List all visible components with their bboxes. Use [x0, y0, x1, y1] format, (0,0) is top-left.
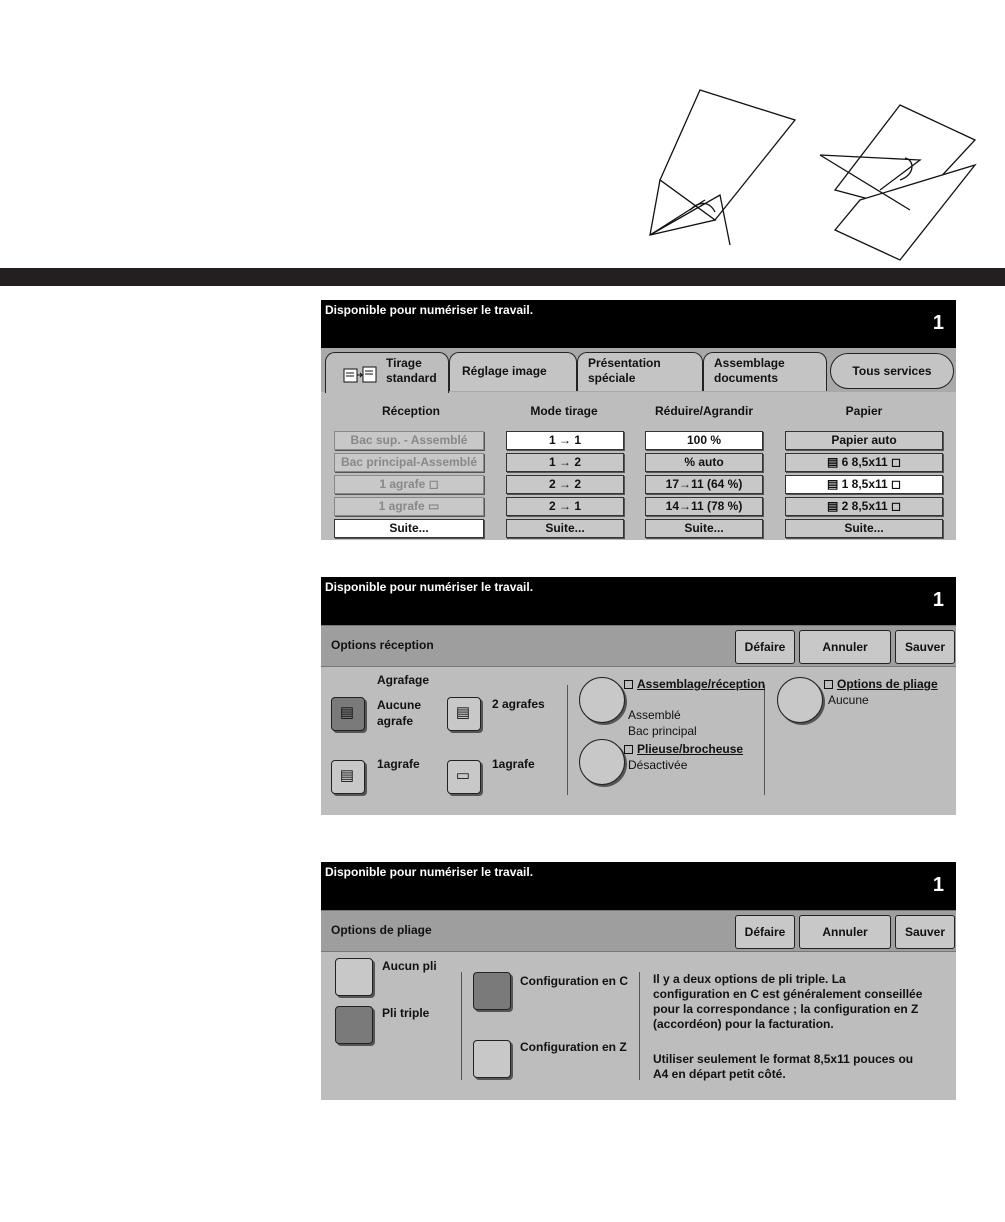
output-option[interactable]: 1 agrafe ▭: [334, 497, 484, 516]
reduce-enlarge-more-button[interactable]: Suite...: [645, 519, 763, 538]
c-fold-button[interactable]: [473, 972, 511, 1010]
paper-more-button[interactable]: Suite...: [785, 519, 943, 538]
paper-option[interactable]: ▤ 6 8,5x11 ◻: [785, 453, 943, 472]
column-divider: [639, 972, 640, 1080]
collation-label: Assemblage/réception: [637, 677, 766, 691]
tab-label: Réglage image: [462, 364, 547, 378]
output-option[interactable]: Bac sup. - Assemblé: [334, 431, 484, 450]
output-more-button[interactable]: Suite...: [334, 519, 484, 538]
c-fold-label: Configuration en C: [520, 974, 628, 988]
paper-option[interactable]: Papier auto: [785, 431, 943, 450]
two-staples-button[interactable]: [447, 697, 481, 731]
cancel-button[interactable]: Annuler: [799, 630, 891, 664]
paper-option[interactable]: ▤ 2 8,5x11 ◻: [785, 497, 943, 516]
save-button[interactable]: Sauver: [895, 630, 955, 664]
column-divider: [764, 685, 765, 795]
checkbox-icon: [824, 680, 833, 689]
fold-illustration: [630, 80, 990, 270]
column-divider: [567, 685, 568, 795]
reduce-enlarge-option[interactable]: % auto: [645, 453, 763, 472]
sides-option[interactable]: 1 → 1: [506, 431, 624, 450]
tab-basic-copy[interactable]: [325, 352, 449, 393]
sides-more-button[interactable]: Suite...: [506, 519, 624, 538]
tri-fold-button[interactable]: [335, 1006, 373, 1044]
no-staple-button[interactable]: [331, 697, 365, 731]
collation-title: [624, 677, 765, 691]
undo-button[interactable]: Défaire: [735, 915, 795, 949]
sides-option[interactable]: 1 → 2: [506, 453, 624, 472]
z-fold-button[interactable]: [473, 1040, 511, 1078]
column-heading-paper: Papier: [845, 404, 883, 418]
column-heading-output: Réception: [381, 404, 440, 418]
status-bar: [321, 862, 956, 910]
document-landscape-staple-icon: ▭: [455, 767, 471, 784]
fold-options-value: Aucune: [828, 693, 869, 707]
one-staple-portrait-button[interactable]: [331, 760, 365, 794]
reduce-enlarge-option[interactable]: 14→11 (78 %): [645, 497, 763, 516]
copy-basic-screen: [321, 300, 956, 540]
copy-count: 1: [932, 312, 944, 334]
fold-options-screen: [321, 862, 956, 1100]
no-fold-label: Aucun pli: [382, 959, 437, 973]
status-message: Disponible pour numériser le travail.: [325, 303, 534, 317]
column-heading-reduce-enlarge: Réduire/Agrandir: [654, 404, 753, 418]
tab-label: Tirage standard: [386, 356, 437, 385]
z-fold-label: Configuration en Z: [520, 1040, 627, 1054]
save-button[interactable]: Sauver: [895, 915, 955, 949]
sides-option[interactable]: 2 → 2: [506, 475, 624, 494]
tab-label: Présentation spéciale: [588, 356, 661, 385]
no-staple-label: Aucune agrafe: [377, 698, 422, 728]
output-option[interactable]: 1 agrafe ◻: [334, 475, 484, 494]
checkbox-icon: [624, 680, 633, 689]
copy-tab-icon: [342, 365, 378, 385]
tab-job-assembly[interactable]: [703, 352, 827, 391]
undo-button[interactable]: Défaire: [735, 630, 795, 664]
output-option[interactable]: Bac principal-Assemblé: [334, 453, 484, 472]
tri-fold-label: Pli triple: [382, 1006, 430, 1020]
status-message: Disponible pour numériser le travail.: [325, 580, 534, 594]
folder-label: Plieuse/brocheuse: [637, 742, 744, 756]
column-divider: [461, 972, 462, 1080]
reduce-enlarge-option[interactable]: 17→11 (64 %): [645, 475, 763, 494]
fold-options-title: [824, 677, 938, 691]
screen-title: Options de pliage: [331, 923, 432, 937]
column-heading-sides: Mode tirage: [530, 404, 598, 418]
section-divider: [0, 268, 1005, 286]
fold-info-text: Il y a deux options de pli triple. La configuration en C est généralement conseillée pour la correspondance ; la configuration en Z (accordéon) pour la facturation.: [653, 972, 923, 1031]
cancel-button[interactable]: Annuler: [799, 915, 891, 949]
title-bar: [321, 910, 956, 952]
folder-title: [624, 742, 743, 756]
fold-options-label: Options de pliage: [837, 677, 938, 691]
collation-button[interactable]: [579, 677, 625, 723]
one-staple-landscape-button[interactable]: [447, 760, 481, 794]
status-message: Disponible pour numériser le travail.: [325, 865, 534, 879]
output-options-screen: [321, 577, 956, 815]
status-bar: [321, 300, 956, 348]
sides-option[interactable]: 2 → 1: [506, 497, 624, 516]
all-services-button[interactable]: Tous services: [830, 353, 954, 389]
tab-label: Assemblage documents: [714, 356, 785, 385]
reduce-enlarge-option[interactable]: 100 %: [645, 431, 763, 450]
document-stack-icon: ▤: [339, 704, 355, 721]
title-bar: [321, 625, 956, 667]
tab-output-format[interactable]: [577, 352, 703, 391]
fold-options-button[interactable]: [777, 677, 823, 723]
one-staple-portrait-label: 1agrafe: [377, 757, 420, 771]
two-staples-label: 2 agrafes: [492, 697, 545, 711]
folder-stitcher-button[interactable]: [579, 739, 625, 785]
tab-image-quality[interactable]: [449, 352, 577, 391]
copy-count: 1: [932, 874, 944, 896]
fold-format-note: Utiliser seulement le format 8,5x11 pouces ou A4 en départ petit côté.: [653, 1052, 914, 1081]
stapling-heading: Agrafage: [377, 673, 430, 687]
document-two-staples-icon: ▤: [455, 704, 471, 721]
folder-value: Désactivée: [628, 758, 688, 772]
collation-tray-value: Bac principal: [628, 724, 697, 738]
paper-option[interactable]: ▤ 1 8,5x11 ◻: [785, 475, 943, 494]
copy-count: 1: [932, 589, 944, 611]
document-portrait-staple-icon: ▤: [339, 767, 355, 784]
checkbox-icon: [624, 745, 633, 754]
status-bar: [321, 577, 956, 625]
no-fold-button[interactable]: [335, 958, 373, 996]
one-staple-landscape-label: 1agrafe: [492, 757, 535, 771]
screen-title: Options réception: [331, 638, 434, 652]
collation-value: Assemblé: [628, 708, 681, 722]
tab-bar: [321, 348, 956, 392]
